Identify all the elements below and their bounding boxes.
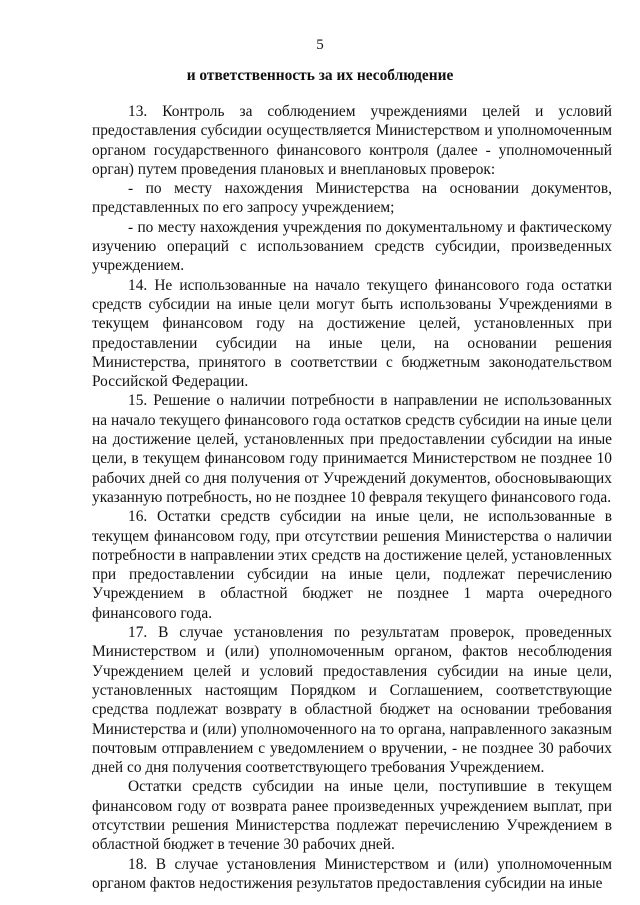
paragraph-17: 17. В случае установления по результатам проверок, проведенных Министерством и (или) уполномоченным органом, фактов несоблюдения Учреждением целей и условий предоставления субсидии на иные цели, установленных настоящим Порядком и Соглашением, соответствующие средства подлежат возврату в областной бюджет на основании требования Министерства и (или) уполномоченного на то органа, направленного заказным почтовым отправлением с уведомлением о вручении, - не позднее 30 рабочих дней со дня получения соответствующего требования Учреждением. [92,624,612,777]
document-body [92,102,612,893]
paragraph-16: 16. Остатки средств субсидии на иные цели, не использованные в текущем финансовом году, при отсутствии решения Министерства о наличии потребности в направлении этих средств на достижение целей, установленных при предоставлении субсидии на иные цели, подлежат перечислению Учреждением в областной бюджет не позднее 1 марта очередного финансового года. [92,508,612,622]
paragraph-15: 15. Решение о наличии потребности в направлении не использованных на начало текущего финансового года остатков средств субсидии на иные цели на достижение целей, установленных при предоставлении субсидии на иные цели, в текущем финансовом году принимается Министерством не позднее 10 рабочих дней со дня получения от Учреждений документов, обосновывающих указанную потребность, но не позднее 10 февраля текущего финансового года. [92,392,612,506]
paragraph-13: 13. Контроль за соблюдением учреждениями целей и условий предоставления субсидии осуществляется Министерством и уполномоченным органом государственного финансового контроля (далее - уполномоченный орган) путем проведения плановых и внеплановых проверок: [92,103,612,178]
paragraph-13-item-2: - по месту нахождения учреждения по документальному и фактическому изучению операций с использованием средств субсидии, произведенных учреждением. [92,218,612,275]
page-number: 5 [316,37,324,53]
paragraph-13-item-1: - по месту нахождения Министерства на основании документов, представленных по его запросу учреждением; [92,180,612,217]
paragraph-18: 18. В случае установления Министерством и (или) уполномоченным органом фактов недостижения результатов предоставления субсидии на иные [92,855,612,892]
paragraph-17-continued: Остатки средств субсидии на иные цели, поступившие в текущем финансовом году от возврата ранее произведенных учреждением выплат, при отсутствии решения Министерства подлежат перечислению Учреждением в областной бюджет в течение 30 рабочих дней. [92,778,612,854]
paragraph-14: 14. Не использованные на начало текущего финансового года остатки средств субсидии на иные цели могут быть использованы Учреждениями в текущем финансовом году на достижение целей, установленных при предоставлении субсидии на иные цели, на основании решения Министерства, принятого в соответствии с бюджетным законодательством Российской Федерации. [92,276,612,391]
section-heading: и ответственность за их несоблюдение [186,67,454,84]
